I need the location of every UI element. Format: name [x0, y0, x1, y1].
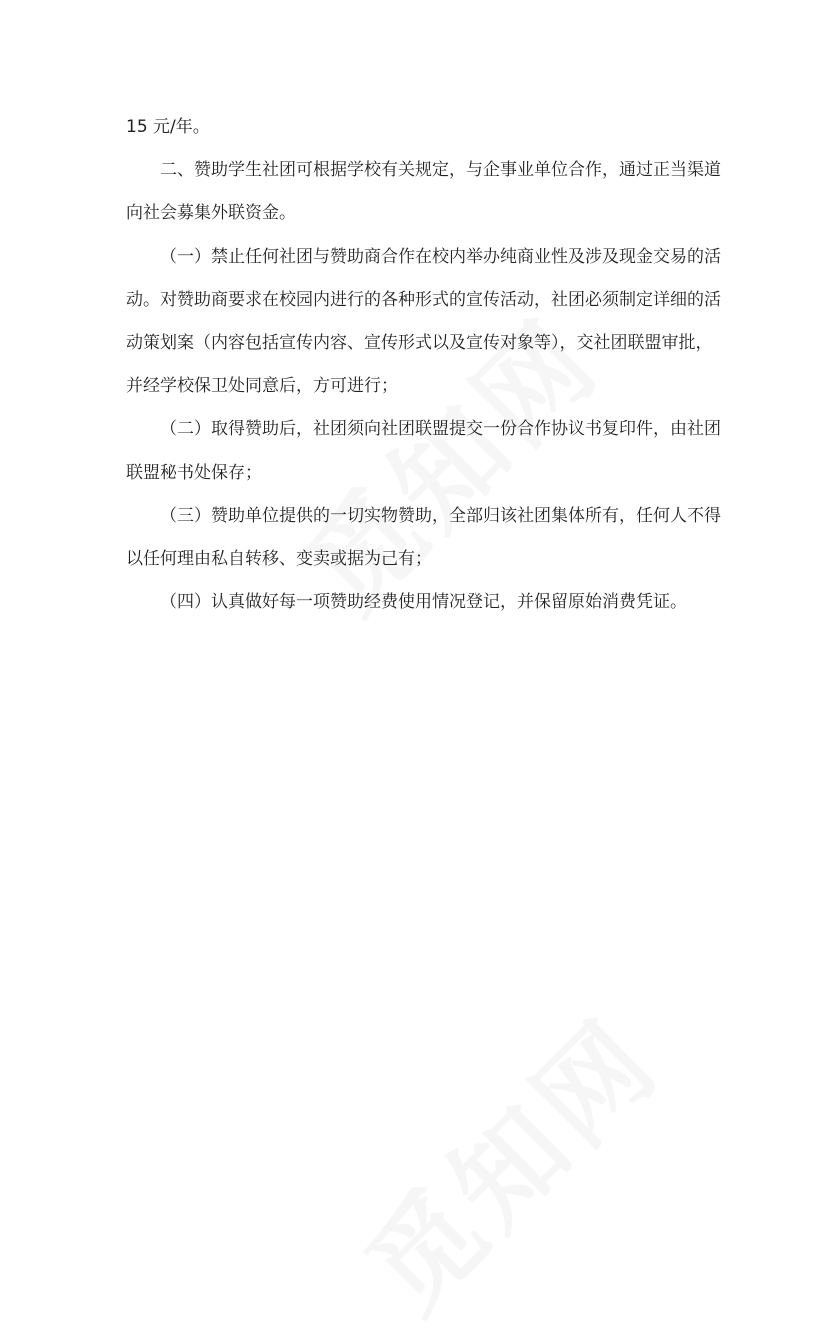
document-body [126, 106, 721, 624]
watermark [326, 978, 688, 1340]
text-line: （四）认真做好每一项赞助经费使用情况登记，并保留原始消费凭证。 [160, 592, 687, 613]
text-line: 以任何理由私自转移、变卖或据为己有； [126, 548, 432, 569]
text-line: 动。对赞助商要求在校园内进行的各种形式的宣传活动，社团必须制定详细的活 [126, 289, 721, 310]
text-line: 二、赞助学生社团可根据学校有关规定，与企事业单位合作，通过正当渠道 [160, 160, 721, 181]
text-line: 联盟秘书处保存； [126, 462, 262, 483]
text-line: 动策划案（内容包括宣传内容、宣传形式以及宣传对象等），交社团联盟审批， [126, 332, 713, 353]
text-line: 并经学校保卫处同意后，方可进行； [126, 376, 398, 397]
text-line: （三）赞助单位提供的一切实物赞助，全部归该社团集体所有，任何人不得 [160, 505, 721, 526]
text-line: 15 元/年。 [126, 117, 210, 137]
text-line: 向社会募集外联资金。 [126, 203, 296, 224]
text-line: （二）取得赞助后，社团须向社团联盟提交一份合作协议书复印件，由社团 [160, 419, 721, 440]
text-line: （一）禁止任何社团与赞助商合作在校内举办纯商业性及涉及现金交易的活 [160, 246, 721, 267]
